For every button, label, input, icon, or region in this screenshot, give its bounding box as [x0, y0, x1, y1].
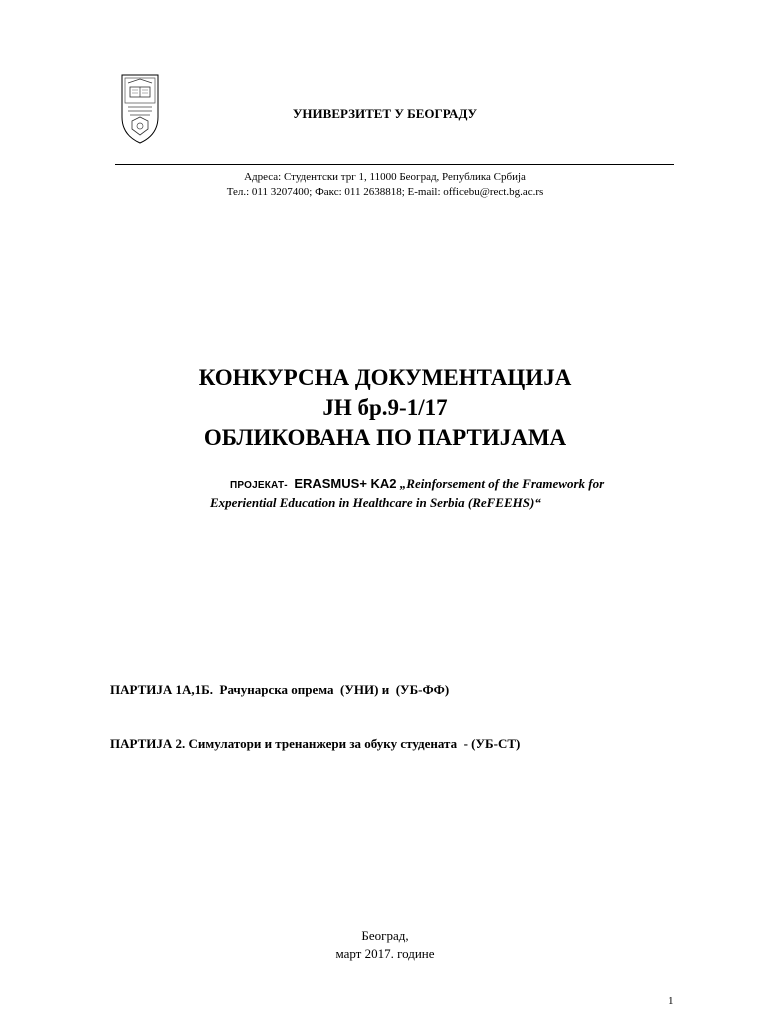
- project-title-part-2: Experiential Education in Healthcare in Serbia (ReFEEHS)“: [210, 495, 541, 510]
- contact-line: Тел.: 011 3207400; Факс: 011 2638818; E-mail: officebu@rect.bg.ac.rs: [226, 186, 544, 198]
- page-number: 1: [668, 995, 674, 1007]
- project-code: ERASMUS+ KA2: [294, 476, 397, 491]
- address-line: Адреса: Студентски трг 1, 11000 Београд, Република Србија: [244, 171, 526, 183]
- project-line-1: [230, 476, 604, 492]
- header-divider: [115, 164, 674, 165]
- lot-1: ПАРТИЈА 1А,1Б. Рачунарска опрема (УНИ) и (УБ-ФФ): [110, 682, 450, 697]
- document-title-line-2: ЈН бр.9-1/17: [322, 395, 448, 420]
- university-name: УНИВЕРЗИТЕТ У БЕОГРАДУ: [292, 106, 478, 121]
- place: Београд,: [361, 928, 409, 943]
- project-title-part-1: „Reinforsement of the Framework for: [399, 476, 605, 491]
- project-label: ПРОЈЕКАТ-: [230, 480, 288, 491]
- lot-2: ПАРТИЈА 2. Симулатори и тренанжери за обуку студената - (УБ-СТ): [110, 736, 521, 751]
- date: март 2017. године: [335, 946, 435, 961]
- document-title-line-3: ОБЛИКОВАНА ПО ПАРТИЈАМА: [203, 425, 567, 450]
- document-title-line-1: КОНКУРСНА ДОКУМЕНТАЦИЈА: [198, 365, 572, 390]
